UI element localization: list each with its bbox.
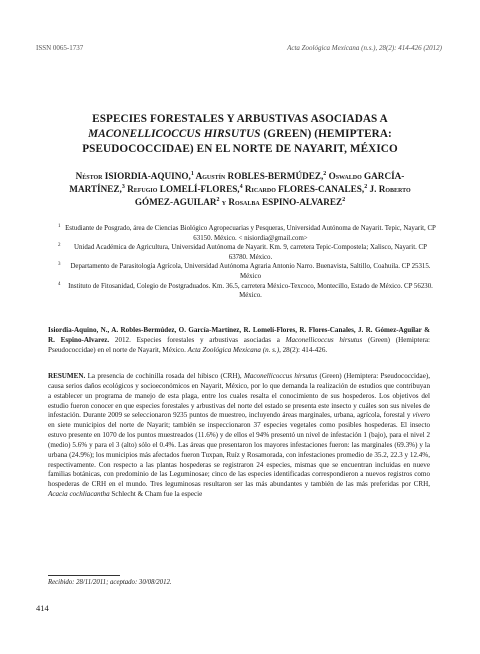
author: J. Roberto GÓMEZ-AGUILAR$^2$ <box>134 184 411 207</box>
journal-running-header: Acta Zoológica Mexicana (n.s.), 28(2): 414-426 (2012) <box>287 44 442 52</box>
citation-authors: Isiordia-Aquino, N., A. Robles-Bermúdez, O. García-Martínez, R. Lomelí-Flores, R. Flores-Canales, J. R. Gómez-Aguilar & R. Espino-Alvarez. <box>48 326 430 344</box>
citation-species: Maconellicoccus hirsutus <box>285 336 363 344</box>
received-accepted-dates: Recibido: 28/11/2011; aceptado: 30/08/2012. <box>48 579 172 586</box>
affiliations <box>58 224 436 301</box>
author: Refugio LOMELÍ-FLORES,$^4$ <box>124 183 243 194</box>
title-line-1: ESPECIES FORESTALES Y ARBUSTIVAS ASOCIADAS A <box>92 113 388 125</box>
author: Néstor ISIORDIA-AQUINO,$^1$ <box>75 170 194 181</box>
page-number: 414 <box>36 603 49 613</box>
abstract-resumen: RESUMEN. La presencia de cochinilla rosada del hibisco (CRH), Maconellicoccus hirsutus (Green) (Hemiptera: Pseudococcidae), causa serios daños ecológicos y socioeconómicos en Nayarit, México, por lo que demanda la realización de estudios que contribuyan a establecer un programa de manejo de esta plaga, entre los cuales resalta el conocimiento de sus hospederos. Los objetivos del estudio fueron conocer en que especies forestales y arbustivas del norte del estado se presenta este insecto y cuáles son sus niveles de infestación. Durante 2009 se seleccionaron 9235 puntos de muestreo, incluyendo áreas marginales, urbana, agrícola, forestal y vivero en siete municipios del norte de Nayarit; también se inspeccionaron 37 especies vegetales como posibles hospederas. El insecto estuvo presente en 1070 de los puntos muestreados (11.6%) y de ellos el 94% presentó un nivel de infestación 1 (bajo), para el nivel 2 (medio) 5.6% y para el 3 (alto) sólo el 0.4%. Las áreas que presentaron los mayores infestaciones fueron: las marginales (69.3%) y la urbana (24.9%); los municipios más afectados fueron Tuxpan, Ruíz y Rosamorada, con infestaciones promedio de 35.2, 22.3 y 12.4%, respectivamente. Con respecto a las plantas hospederas se registraron 24 especies, mismas que se encuentran incluidas en nueve familias botánicas, con predominio de las Leguminosae; cinco de las especies identificadas correspondieron a nuevos registros como hospederas de CRH en el mundo. Tres leguminosas resultaron ser las más abundantes y también de las más preferidas por CRH, Acacia cochliacantha Schlecht & Cham fue la especie <box>48 372 430 499</box>
affiliation-item: 3 Departamento de Parasitología Agrícola, Universidad Autónoma Agraria Antonio Narro. Buenavista, Saltillo, Coahuila. CP 25315. México <box>58 262 431 280</box>
author-list <box>64 170 416 209</box>
citation-block: Isiordia-Aquino, N., A. Robles-Bermúdez, O. García-Martínez, R. Lomelí-Flores, R. Flores-Canales, J. R. Gómez-Aguilar & R. Espino-Alvarez. 2012. Especies forestales y arbustivas asociadas a Maconellicoccus hirsutus (Green) (Hemiptera: Pseudococcidae) en el norte de Nayarit, México. Acta Zoológica Mexicana (n. s.), 28(2): 414-426. <box>48 326 430 354</box>
article-title <box>40 112 440 157</box>
affiliation-item: 1 Estudiante de Posgrado, área de Ciencias Biológico Agropecuarias y Pesqueras, Universidad Autónoma de Nayarit. Tepic, Nayarit, CP 63150. México. < nisiordia@gmail.com> <box>58 224 436 242</box>
author: y Rosalba ESPINO-ALVAREZ$^2$ <box>219 196 346 207</box>
affiliation-item: 4 Instituto de Fitosanidad, Colegio de Postgraduados. Km. 36.5, carretera México-Texcoco, Montecillo, Estado de México. CP 56230. México. <box>58 281 433 300</box>
author: Oswaldo GARCÍA-MARTÍNEZ,$^3$ <box>69 171 405 194</box>
author: Ricardo FLORES-CANALES,$^2$ <box>242 183 368 194</box>
title-line-2-rest: (GREEN) (HEMIPTERA: <box>260 128 392 140</box>
affiliation-item: 2 Unidad Académica de Agricultura, Universidad Autónoma de Nayarit. Km. 9, carretera Tepic-Compostela; Xalisco, Nayarit. CP 63780. México. <box>58 243 427 261</box>
author: Agustín ROBLES-BERMÚDEZ,$^2$ <box>193 170 327 181</box>
issn-header: ISSN 0065-1737 <box>36 44 84 52</box>
title-line-3: PSEUDOCOCCIDAE) EN EL NORTE DE NAYARIT, MÉXICO <box>82 143 398 155</box>
citation-journal: Acta Zoológica Mexicana (n. s.) <box>187 346 280 354</box>
abstract-label: RESUMEN. <box>48 372 86 380</box>
footnote-divider <box>48 575 120 576</box>
title-line-2 <box>40 127 440 142</box>
title-species: MACONELLICOCCUS HIRSUTUS <box>88 128 261 140</box>
